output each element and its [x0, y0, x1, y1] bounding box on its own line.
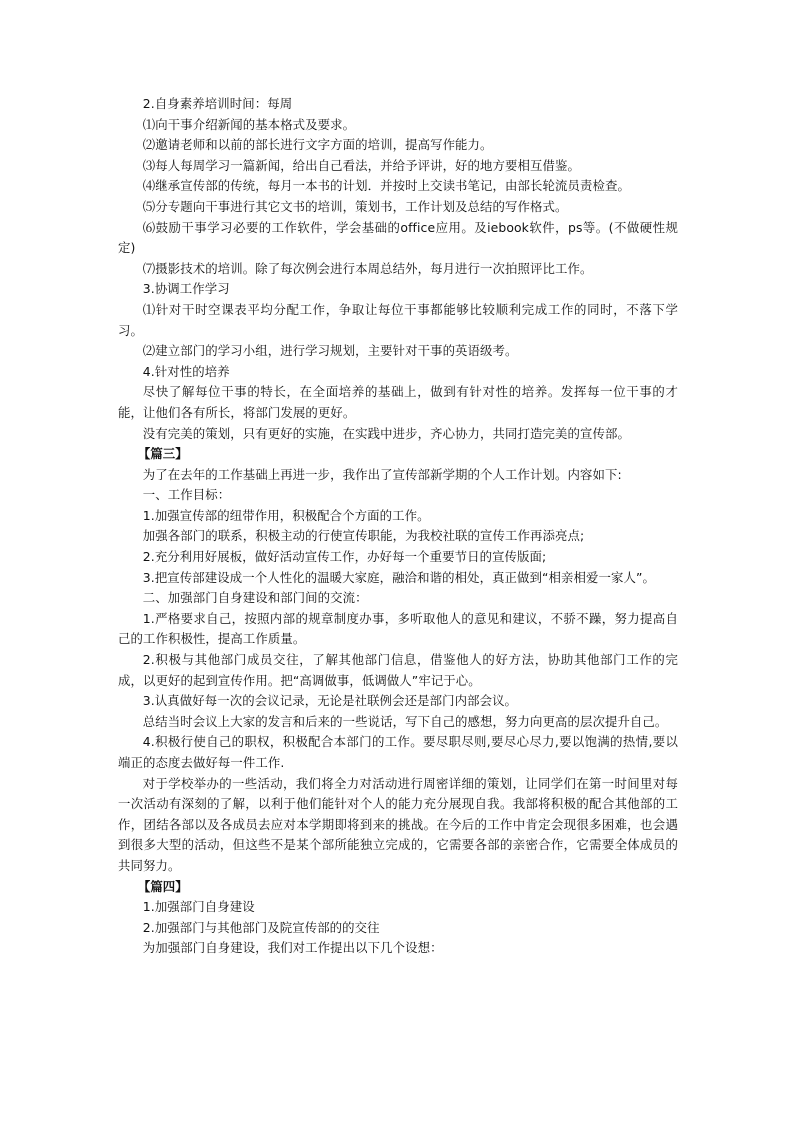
paragraph: 二、加强部门自身建设和部门间的交流：: [142, 590, 368, 606]
paragraph: ⑹鼓励干事学习必要的工作软件，学会基础的office应用。及iebook软件，ps等。(不做硬性规定): [118, 219, 678, 256]
document-page: [118, 94, 678, 959]
paragraph: ⑺摄影技术的培训。除了每次例会进行本周总结外，每月进行一次拍照评比工作。: [142, 260, 593, 276]
paragraph: ⑷继承宣传部的传统，每月一本书的计划．并按时上交读书笔记，由部长轮流员责检查。: [142, 178, 630, 194]
paragraph: 没有完美的策划，只有更好的实施，在实践中进步，齐心协力，共同打造完美的宣传部。: [142, 425, 630, 441]
paragraph: 一、工作目标：: [142, 487, 231, 503]
paragraph: 为加强部门自身建设，我们对工作提出以下几个设想：: [142, 940, 443, 956]
paragraph: 尽快了解每位干事的特长，在全面培养的基础上，做到有针对性的培养。发挥每一位干事的才能，让他们各有所长，将部门发展的更好。: [118, 384, 678, 420]
paragraph: 加强各部门的联系，积极主动的行使宣传职能，为我校社联的宣传工作再添亮点;: [142, 528, 585, 544]
paragraph: 2.积极与其他部门成员交往，了解其他部门信息，借鉴他人的好方法，协助其他部门工作的完成，以更好的起到宣传作用。把“高调做事，低调做人”牢记于心。: [118, 652, 678, 688]
paragraph: 4.积极行使自己的职权，积极配合本部门的工作。要尽职尽则,要尽心尽力,要以饱满的热情,要以端正的态度去做好每一件工作.: [118, 734, 678, 770]
paragraph: 3.认真做好每一次的会议记录，无论是社联例会还是部门内部会议。: [142, 693, 518, 709]
paragraph: 3.把宣传部建设成一个人性化的温暖大家庭，融洽和谐的相处，真正做到“相亲相爱一家人”。: [142, 569, 655, 585]
paragraph: 1.严格要求自己，按照内部的规章制度办事，多听取他人的意见和建议，不骄不躁，努力提高自己的工作积极性，提高工作质量。: [118, 610, 678, 647]
paragraph: ⑵建立部门的学习小组，进行学习规划，主要针对干事的英语级考。: [142, 343, 518, 359]
paragraph: 4.针对性的培养: [142, 363, 230, 379]
paragraph: 3.协调工作学习: [142, 281, 230, 297]
paragraph: 2.充分利用好展板，做好活动宣传工作，办好每一个重要节日的宣传版面;: [142, 549, 547, 565]
paragraph: ⑶每人每周学习一篇新闻，给出自己看法，并给予评讲，好的地方要相互借鉴。: [142, 157, 580, 173]
paragraph: 1.加强宣传部的纽带作用，积极配合个方面的工作。: [142, 507, 430, 523]
paragraph: ⑸分专题向干事进行其它文书的培训，策划书，工作计划及总结的写作格式。: [142, 198, 568, 214]
section-heading: 【篇四】: [137, 878, 188, 894]
paragraph: 总结当时会议上大家的发言和后来的一些说话，写下自己的感想，努力向更高的层次提升自己。: [142, 713, 668, 729]
paragraph: ⑵邀请老师和以前的部长进行文字方面的培训，提高写作能力。: [142, 137, 493, 153]
paragraph: 1.加强部门自身建设: [142, 899, 255, 915]
paragraph: 为了在去年的工作基础上再进一步，我作出了宣传部新学期的个人工作计划。内容如下:: [142, 466, 622, 482]
paragraph: 2.自身素养培训时间：每周: [142, 96, 293, 111]
paragraph: ⑴针对干时空课表平均分配工作，争取让每位干事都能够比较顺利完成工作的同时，不落下学习。: [118, 301, 678, 338]
paragraph: 2.加强部门与其他部门及院宣传部的的交往: [142, 919, 380, 935]
paragraph: 对于学校举办的一些活动，我们将全力对活动进行周密详细的策划，让同学们在第一时间里对每一次活动有深刻的了解，以利于他们能针对个人的能力充分展现自我。我部将积极的配合其他部的工作，团结各部以及各成员去应对本学期即将到来的挑战。在今后的工作中肯定会现很多困难，也会遇到很多大型的活动，但这些不是某个部所能独立完成的，它需要各部的亲密合作，它需要全体成员的共同努力。: [118, 775, 678, 873]
section-heading: 【篇三】: [137, 446, 188, 462]
paragraph: ⑴向干事介绍新闻的基本格式及要求。: [142, 116, 356, 132]
